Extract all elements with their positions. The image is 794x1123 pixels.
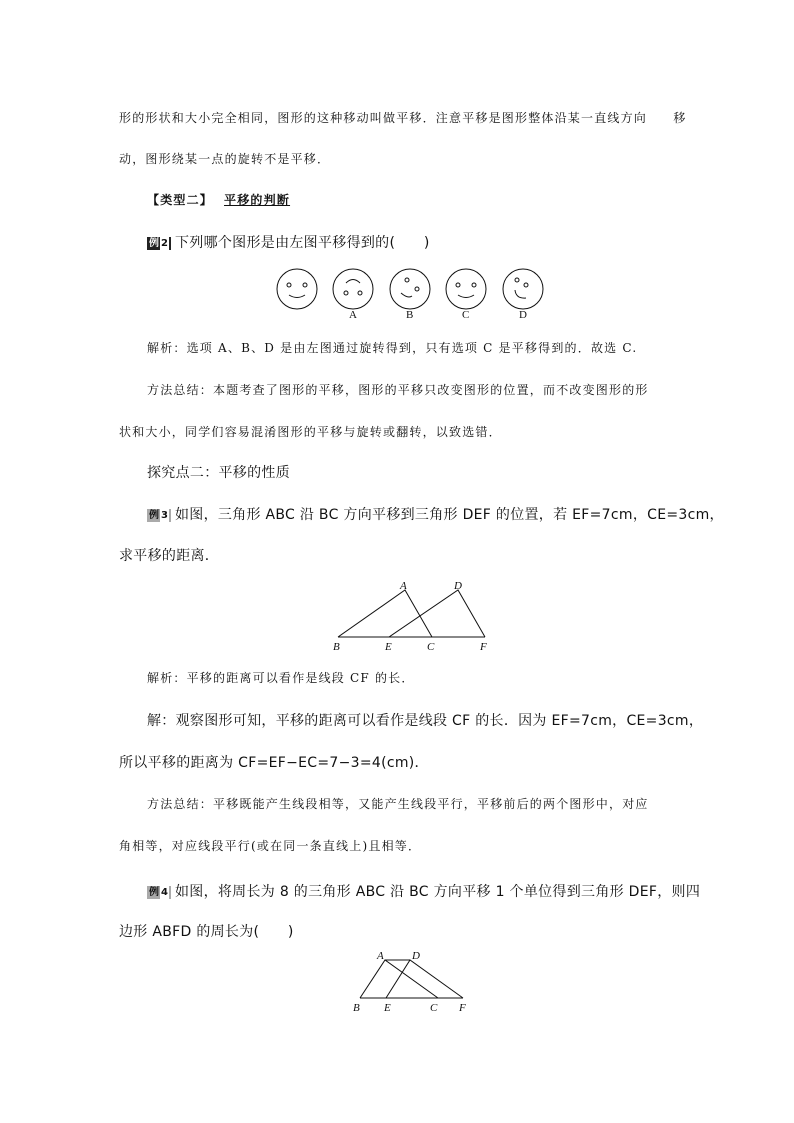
example-2-summary-1: 方法总结：本题考查了图形的平移，图形的平移只改变图形的位置，而不改变图形的形 [147, 383, 649, 397]
label-a: A [377, 950, 384, 962]
intro-line-2: 动，图形绕某一点的旋转不是平移． [119, 152, 331, 166]
option-c-label: C [462, 309, 470, 321]
example-3-text: 如图，三角形 ABC 沿 BC 方向平移到三角形 DEF 的位置，若 EF=7cm，CE=3cm， [174, 507, 724, 523]
example-2-text: 下列哪个图形是由左图平移得到的( ) [174, 235, 430, 251]
example-4-question-line-1 [147, 881, 700, 901]
example-3-question-line-1 [147, 504, 724, 524]
label-e: E [384, 1002, 391, 1014]
label-a: A [400, 580, 407, 592]
example-3-figure [0, 578, 794, 658]
example-4-text: 如图，将周长为 8 的三角形 ABC 沿 BC 方向平移 1 个单位得到三角形 DEF，则四 [174, 884, 701, 900]
option-d-label: D [519, 309, 527, 321]
example-4-figure [0, 950, 794, 1020]
label-d: D [412, 950, 420, 962]
face-option-b [390, 269, 430, 309]
example-4-badge: 例 4 [147, 886, 171, 899]
label-d: D [454, 580, 462, 592]
example-3-badge: 例 3 [147, 509, 171, 522]
example-3-summary-1: 方法总结：平移既能产生线段相等，又能产生线段平行，平移前后的两个图形中，对应 [147, 797, 649, 811]
label-f: F [459, 1002, 466, 1014]
example-3-analysis: 解析：平移的距离可以看作是线段 CF 的长． [147, 671, 415, 685]
example-2-question [147, 232, 430, 252]
type2-title: 平移的判断 [224, 193, 291, 207]
type2-bracket: 【类型二】 [147, 193, 214, 207]
point-2-heading: 探究点二：平移的性质 [147, 465, 290, 481]
label-c: C [427, 641, 435, 653]
intro-line-1: 形的形状和大小完全相同，图形的这种移动叫做平移．注意平移是图形整体沿某一直线方向 移 [119, 111, 687, 125]
example-3-solution-2: 所以平移的距离为 CF=EF−EC=7−3=4(cm)． [119, 755, 429, 771]
label-c: C [430, 1002, 438, 1014]
example-3-solution-1: 解：观察图形可知，平移的距离可以看作是线段 CF 的长．因为 EF=7cm，CE=3cm， [147, 713, 704, 729]
label-e: E [385, 641, 392, 653]
triangle-def [386, 960, 463, 998]
label-b: B [333, 641, 340, 653]
option-b-label: B [406, 309, 414, 321]
option-a-label: A [349, 309, 357, 321]
example-2-analysis: 解析：选项 A、B、D 是由左图通过旋转得到，只有选项 C 是平移得到的．故选 C. [147, 341, 638, 355]
triangle-abc [360, 960, 438, 998]
label-b: B [353, 1002, 360, 1014]
example-2-figures [0, 262, 794, 322]
example-3-summary-2: 角相等，对应线段平行(或在同一条直线上)且相等． [119, 839, 422, 853]
example-2-badge: 例 2 [147, 237, 171, 250]
example-2-summary-2: 状和大小，同学们容易混淆图形的平移与旋转或翻转，以致选错． [119, 425, 502, 439]
label-f: F [480, 641, 487, 653]
face-option-c [446, 269, 486, 309]
example-3-question-line-2: 求平移的距离． [119, 548, 220, 564]
type2-heading [147, 191, 290, 208]
triangle-def [389, 590, 485, 637]
face-original [277, 269, 317, 309]
face-option-a [333, 269, 373, 309]
triangle-abc [338, 590, 432, 637]
face-option-d [503, 269, 543, 309]
example-4-question-line-2: 边形 ABFD 的周长为( ) [119, 924, 294, 940]
